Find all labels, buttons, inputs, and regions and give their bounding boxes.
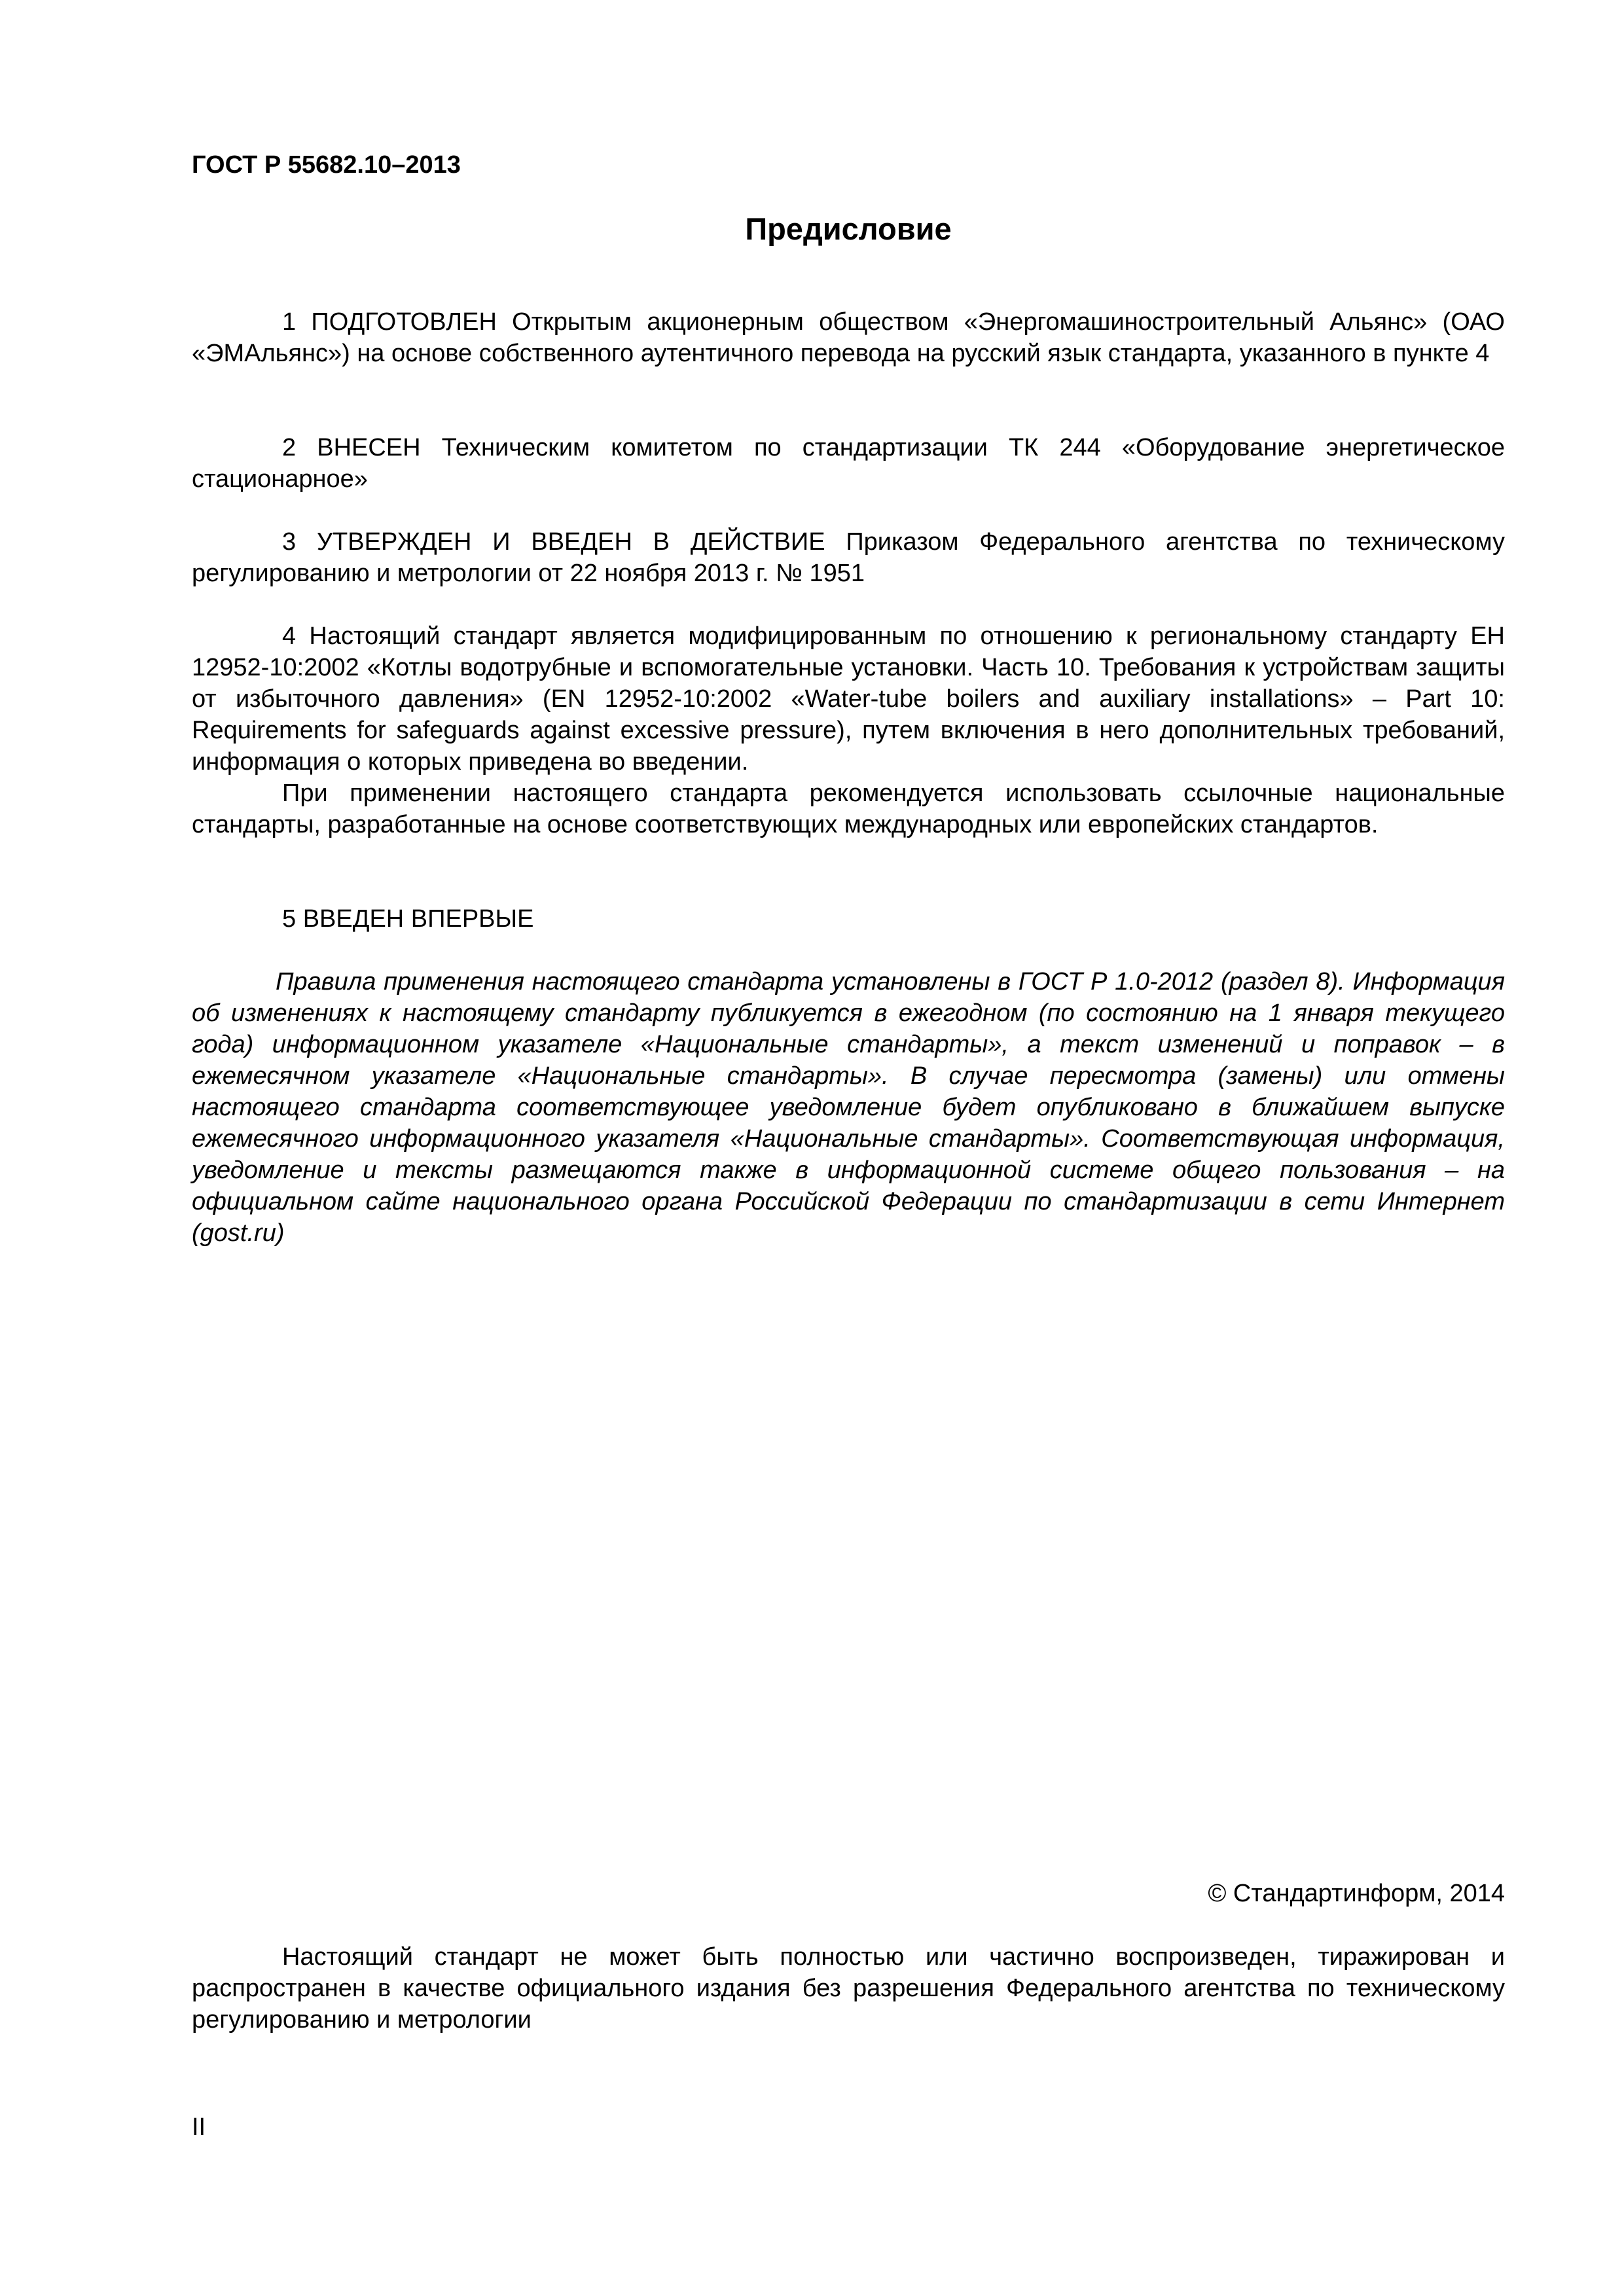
page-number: II bbox=[192, 2113, 206, 2141]
preface-item-5: 5 ВВЕДЕН ВПЕРВЫЕ bbox=[282, 905, 534, 933]
application-rules-notice: Правила применения настоящего стандарта установлены в ГОСТ Р 1.0-2012 (раздел 8). Информация об изменениях к настоящему стандарту публикуется в ежегодном (по состоянию на 1 января текущего года) информационном указателе «Национальные стандарты», а текст изменений и поправок – в ежемесячном указателе «Национальные стандарты». В случае пересмотра (замены) или отмены настоящего стандарта соответствующее уведомление будет опубликовано в ближайшем выпуске ежемесячного информационного указателя «Национальные стандарты». Соответствующая информация, уведомление и тексты размещаются также в информационной системе общего пользования – на официальном сайте национального органа Российской Федерации по стандартизации в сети Интернет (gost.ru) bbox=[192, 968, 1505, 1247]
preface-item-3: 3 УТВЕРЖДЕН И ВВЕДЕН В ДЕЙСТВИЕ Приказом Федерального агентства по техническому регулированию и метрологии от 22 ноября 2013 г. № 1951 bbox=[192, 528, 1505, 587]
document-code: ГОСТ Р 55682.10–2013 bbox=[192, 151, 461, 179]
preface-item-2: 2 ВНЕСЕН Техническим комитетом по стандартизации ТК 244 «Оборудование энергетическое стационарное» bbox=[192, 434, 1505, 493]
preface-item-1: 1 ПОДГОТОВЛЕН Открытым акционерным обществом «Энергомашиностроительный Альянс» (ОАО «ЭМАльянс») на основе собственного аутентичного перевода на русский язык стандарта, указанного в пункте 4 bbox=[192, 308, 1505, 367]
page-title: Предисловие bbox=[745, 211, 952, 246]
preface-item-4: 4 Настоящий стандарт является модифицированным по отношению к региональному стандарту ЕН 12952-10:2002 «Котлы водотрубные и вспомогательные установки. Часть 10. Требования к устройствам защиты от избыточного давления» (EN 12952-10:2002 «Water-tube boilers and auxiliary installations» – Part 10: Requirements for safeguards against excessive pressure), путем включения в него дополнительных требований, информация о которых приведена во введении. bbox=[192, 622, 1505, 776]
reproduction-notice: Настоящий стандарт не может быть полностью или частично воспроизведен, тиражирован и распространен в качестве официального издания без разрешения Федерального агентства по техническому регулированию и метрологии bbox=[192, 1943, 1505, 2034]
copyright-line: © Стандартинформ, 2014 bbox=[1208, 1880, 1505, 1907]
preface-item-4-continuation: При применении настоящего стандарта рекомендуется использовать ссылочные национальные стандарты, разработанные на основе соответствующих международных или европейских стандартов. bbox=[192, 780, 1505, 838]
